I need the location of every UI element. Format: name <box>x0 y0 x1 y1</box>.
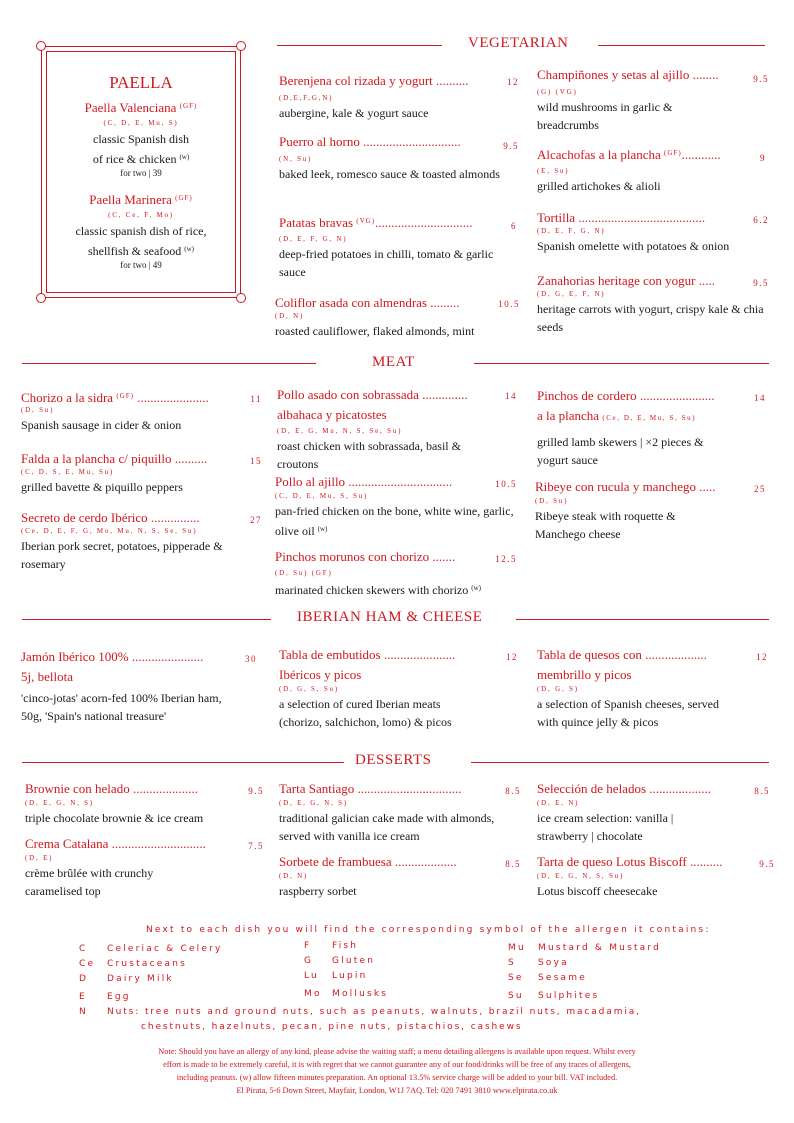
menu-item: Pinchos de cordero ....................... 14 a la plancha (Ce, D, E, Mu, S, Su) grilled lamb skewers | ×2 pieces & yogurt sauce <box>537 388 766 467</box>
menu-item: Berenjena col rizada y yogurt .......... 12 (D,E,F,G,N) aubergine, kale & yogurt sauce <box>279 73 519 120</box>
menu-item: Selección de helados ................... 8.5 (D, E, N) ice cream selection: vanilla | strawberry | chocolate <box>537 781 770 843</box>
allergen-codes: (C, Ce, F, Mo) <box>108 211 174 219</box>
menu-item: Jamón Ibérico 100% ...................... 30 5j, bellota 'cinco-jotas' acorn-fed 100% Iberian ham, 50g, 'Spain's national treasure' <box>21 649 257 723</box>
paella-title: PAELLA <box>109 73 173 92</box>
section-title-desserts: DESSERTS <box>355 752 432 768</box>
divider <box>471 762 769 763</box>
allergen-legend-intro: Next to each dish you will find the corresponding symbol of the allergen it contains: <box>146 925 711 935</box>
menu-item: Pollo al ajillo ................................ 10.5 (C, D, E, Mu, S, Su) pan-fried chicken on the bone, white wine, garlic, olive oil $^{(w)}$ <box>275 474 517 538</box>
paella-item-desc: classic Spanish dish of rice & chicken $^{(w)}$ <box>92 132 190 166</box>
menu-item: Tarta Santiago ................................ 8.5 (D, E, G, N, S) traditional galician cake made with almonds, served with vanilla ice cream <box>279 781 521 843</box>
section-title-meat: MEAT <box>372 354 415 370</box>
menu-item: Falda a la plancha c/ piquillo .......... 15 (C, D, S, E, Mu, Su) grilled bavette & piquillo peppers <box>21 451 262 494</box>
allergen-legend-nuts: N Nuts: tree nuts and ground nuts, such as peanuts, walnuts, brazil nuts, macadamia, <box>79 1007 641 1017</box>
divider <box>277 45 442 46</box>
menu-item: Chorizo a la sidra $^{(GF)}$ ...................... 11 (D, Su) Spanish sausage in cider & onion <box>21 390 262 432</box>
menu-item: Tarta de queso Lotus Biscoff .......... 9.5 (D, E, G, N, S, Su) Lotus biscoff cheesecake <box>537 854 775 898</box>
menu-item: Patatas bravas $^{(VG)}$.............................. 6 (D, E, F, G, N) deep-fried potatoes in chilli, tomato & garlic sauce <box>279 215 517 279</box>
paella-item-name: Paella Valenciana $^{(GF)}$ <box>84 100 198 115</box>
menu-item: Zanahorias heritage con yogur ..... 9.5 (D, G, E, F, N) heritage carrots with yogurt, crispy kale & chia seeds <box>537 273 769 334</box>
divider <box>516 619 769 620</box>
paella-item-price: for two | 49 <box>120 260 162 270</box>
divider <box>598 45 765 46</box>
divider <box>474 363 769 364</box>
allergen-legend-col: C Celeriac & Celery Ce Crustaceans D Dairy Milk E Egg <box>79 944 223 1002</box>
menu-item: Brownie con helado .................... 9.5 (D, E, G, N, S) triple chocolate brownie & ice cream <box>25 781 264 825</box>
paella-item-desc: classic spanish dish of rice, shellfish & seafood $^{(w)}$ <box>75 224 207 258</box>
menu-item: Alcachofas a la plancha $^{(GF)}$............ 9 (E, Su) grilled artichokes & alioli <box>537 147 766 193</box>
menu-item: Pinchos morunos con chorizo ....... 12.5 (D, Su) (GF) marinated chicken skewers with chorizo $^{(w)}$ <box>275 549 517 597</box>
menu-item: Crema Catalana ............................. 7.5 (D, E) crème brûlée with crunchy caramelised top <box>25 836 264 898</box>
corner-ornament <box>36 293 46 303</box>
menu-item: Champiñones y setas al ajillo ........ 9.5 (G) (VG) wild mushrooms in garlic & breadcrumbs <box>537 67 769 132</box>
allergen-codes: (C, D, E, Mu, S) <box>103 119 179 127</box>
divider <box>22 363 316 364</box>
menu-item: Puerro al horno .............................. 9.5 (N, Su) baked leek, romesco sauce & toasted almonds <box>279 134 519 181</box>
divider <box>22 762 344 763</box>
corner-ornament <box>236 41 246 51</box>
corner-ornament <box>236 293 246 303</box>
section-title-iberian: IBERIAN HAM & CHEESE <box>297 609 483 625</box>
section-title-vegetarian: VEGETARIAN <box>468 35 569 51</box>
corner-ornament <box>36 41 46 51</box>
paella-box <box>41 46 241 298</box>
paella-item-name: Paella Marinera $^{(GF)}$ <box>89 192 193 207</box>
allergen-legend-col: F Fish G Gluten Lu Lupin Mo Mollusks <box>304 941 389 999</box>
menu-item: Pollo asado con sobrassada .............. 14 albahaca y picatostes (D, E, G, Mu, N, S, Se, Su) roast chicken with sobrassada, basil & croutons <box>277 387 517 471</box>
menu-item: Tortilla ....................................... 6.2 (D, E, F, G, N) Spanish omelette with potatoes & onion <box>537 210 769 253</box>
allergen-legend-nuts-cont: chestnuts, hazelnuts, pecan, pine nuts, pistachios, cashews <box>141 1022 523 1032</box>
menu-item: Secreto de cerdo Ibérico ............... 27 (Ce, D, E, F, G, Mo, Mu, N, S, Se, Su) Iberian pork secret, potatoes, pipperade & rosemary <box>21 510 262 571</box>
footer-note: Note: Should you have an allergy of any kind, please advise the waiting staff; a menu detailing allergens is available upon request. Whilst every effort is made to be extremely careful, it is with regret that we cannot guarantee any of our food/drinks will be free of any traces of allergens, including peanuts. (w) allow fifteen minutes preparation. An optional 13.5% service charge will be added to your bill. VAT included. El Pirata, 5-6 Down Street, Mayfair, London, W1J 7AQ. Tel: 020 7491 3810 www.elpirata.co.uk <box>158 1047 636 1095</box>
menu-item: Tabla de embutidos ...................... 12 Ibéricos y picos (D, G, S, Su) a selection of cured Iberian meats (chorizo, salchichon, lomo) & picos <box>279 647 518 729</box>
menu-item: Sorbete de frambuesa ................... 8.5 (D, N) raspberry sorbet <box>279 854 521 898</box>
allergen-legend-col: Mu Mustard & Mustard S Soya Se Sesame Su Sulphites <box>508 943 662 1001</box>
divider <box>22 619 271 620</box>
paella-item-price: for two | 39 <box>120 168 162 178</box>
menu-item: Ribeye con rucula y manchego ..... 25 (D, Su) Ribeye steak with roquette & Manchego cheese <box>535 479 766 541</box>
menu-item: Tabla de quesos con ................... 12 membrillo y picos (D, G, S) a selection of Spanish cheeses, served with quince jelly & picos <box>537 647 768 729</box>
menu-item: Coliflor asada con almendras ......... 10.5 (D, N) roasted cauliflower, flaked almonds, mint <box>275 295 520 338</box>
